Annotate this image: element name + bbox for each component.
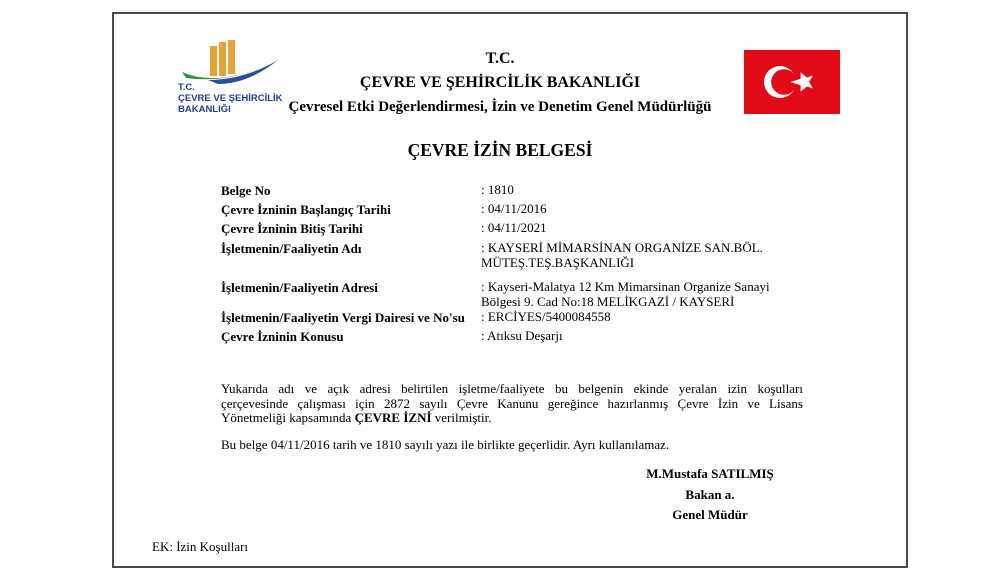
- field-label-belge-no: Belge No: [221, 183, 271, 198]
- field-label-end-date: Çevre İzninin Bitiş Tarihi: [221, 221, 363, 236]
- logo-line-1: T.C.: [178, 82, 195, 93]
- paragraph-line-1: Yukarıda adı ve açık adresi belirtilen işletme/faaliyete bu belgenin ekinde yeralan izin koşulları: [221, 381, 803, 396]
- field-value-belge-no: : 1810: [481, 182, 514, 197]
- paragraph-line-2: çerçevesinde çalışması için 2872 sayılı Çevre Kanunu gereğince hazırlanmış Çevre İzin ve Lisans: [221, 395, 803, 411]
- validity-note: Bu belge 04/11/2016 tarih ve 1810 sayılı yazı ile birlikte geçerlidir. Ayrı kullanılamaz.: [221, 437, 670, 452]
- field-label-start-date: Çevre İzninin Başlangıç Tarihi: [221, 202, 391, 217]
- signatory-title-2: Genel Müdür: [672, 507, 748, 522]
- field-value-subject: : Atıksu Deşarjı: [481, 328, 563, 343]
- field-value-address-line-2: Bölgesi 9. Cad No:18 MELİKGAZİ / KAYSERİ: [481, 293, 735, 309]
- paragraph-line-3-pre: Yönetmeliği kapsamında: [221, 410, 355, 425]
- logo-line-3: BAKANLIĞI: [178, 104, 231, 115]
- logo-line-2: ÇEVRE VE ŞEHİRCİLİK: [178, 93, 283, 104]
- signatory-name: M.Mustafa SATILMIŞ: [646, 466, 774, 481]
- header-line-1: T.C.: [485, 50, 515, 67]
- field-label-name: İşletmenin/Faaliyetin Adı: [221, 241, 362, 256]
- field-value-name: [481, 241, 811, 270]
- permit-paragraph: [221, 382, 803, 426]
- field-label-subject: Çevre İzninin Konusu: [221, 329, 344, 344]
- field-value-address-line-1: : Kayseri-Malatya 12 Km Mimarsinan Organize Sanayi: [481, 279, 770, 294]
- field-value-tax: : ERCİYES/5400084558: [481, 309, 611, 324]
- paragraph-line-3-post: verilmiştir.: [431, 410, 492, 425]
- field-label-address: İşletmenin/Faaliyetin Adresi: [221, 280, 378, 295]
- field-value-name-line-2: MÜTEŞ.TEŞ.BAŞKANLIĞI: [481, 254, 635, 270]
- field-value-name-line-1: : KAYSERİ MİMARSİNAN ORGANİZE SAN.BÖL.: [481, 240, 763, 255]
- header-line-2: ÇEVRE VE ŞEHİRCİLİK BAKANLIĞI: [359, 74, 641, 91]
- field-value-start-date: : 04/11/2016: [481, 201, 547, 216]
- attachment-note: EK: İzin Koşulları: [152, 539, 249, 554]
- field-label-tax: İşletmenin/Faaliyetin Vergi Dairesi ve No'su: [221, 310, 465, 325]
- field-value-end-date: : 04/11/2021: [481, 220, 547, 235]
- field-value-address: [481, 280, 811, 309]
- paragraph-line-3: [221, 411, 803, 426]
- document-title: ÇEVRE İZİN BELGESİ: [407, 140, 593, 160]
- permit-type-bold: ÇEVRE İZNİ: [354, 410, 432, 425]
- signatory-title-1: Bakan a.: [685, 487, 735, 502]
- header-line-3: Çevresel Etki Değerlendirmesi, İzin ve Denetim Genel Müdürlüğü: [288, 99, 712, 115]
